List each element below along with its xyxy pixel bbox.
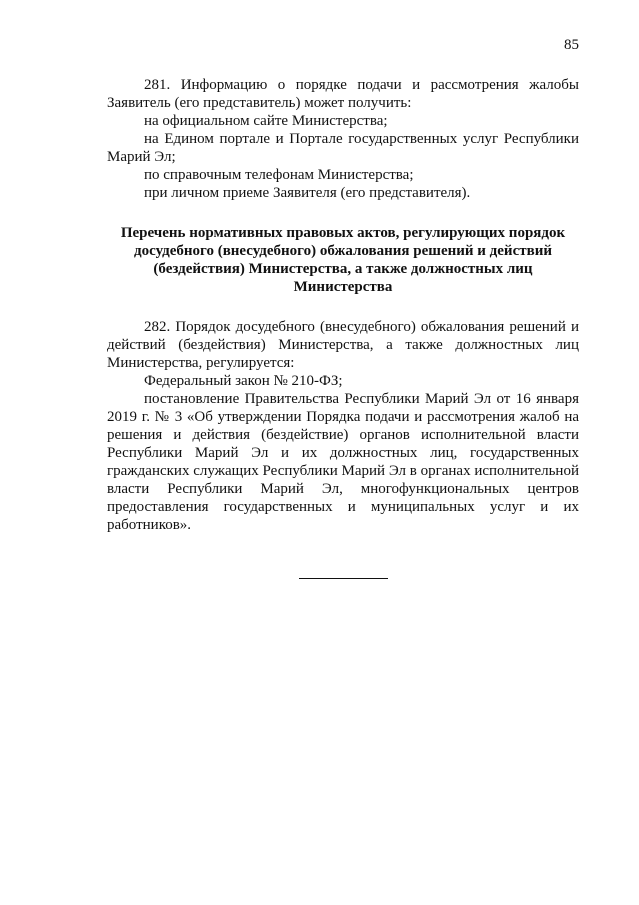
list-item-phones: по справочным телефонам Министерства; <box>144 167 414 183</box>
list-item-government-resolution: постановление Правительства Республики Марий Эл от 16 января 2019 г. № 3 «Об утверждении Порядка подачи и рассмотрения жалоб на решения и действия (бездействие) органов исполнительной власти Республики Марий Эл и их должностных лиц, государственных гражданских служащих Республики Марий Эл в органах исполнительной власти Республики Марий Эл, многофункциональных центров предоставления государственных и муниципальных услуг и их работников». <box>107 391 579 533</box>
list-item-personal-reception: при личном приеме Заявителя (его представителя). <box>144 185 471 201</box>
page-number: 85 <box>564 37 579 53</box>
section-heading: Перечень нормативных правовых актов, регулирующих порядок досудебного (внесудебного) обжалования решений и действий (бездействия) Министерства, а также должностных лиц Министерства <box>120 225 566 295</box>
paragraph-282-intro: 282. Порядок досудебного (внесудебного) обжалования решений и действий (бездействия) Министерства, а также должностных лиц Министерства, регулируется: <box>107 319 579 371</box>
document-body <box>107 76 579 579</box>
list-item-portals: на Едином портале и Портале государственных услуг Республики Марий Эл; <box>107 131 579 165</box>
list-item-official-site: на официальном сайте Министерства; <box>144 113 388 129</box>
closing-divider <box>299 578 388 579</box>
paragraph-281-intro: 281. Информацию о порядке подачи и рассмотрения жалобы Заявитель (его представитель) может получить: <box>107 77 579 111</box>
list-item-federal-law: Федеральный закон № 210-ФЗ; <box>144 373 343 389</box>
